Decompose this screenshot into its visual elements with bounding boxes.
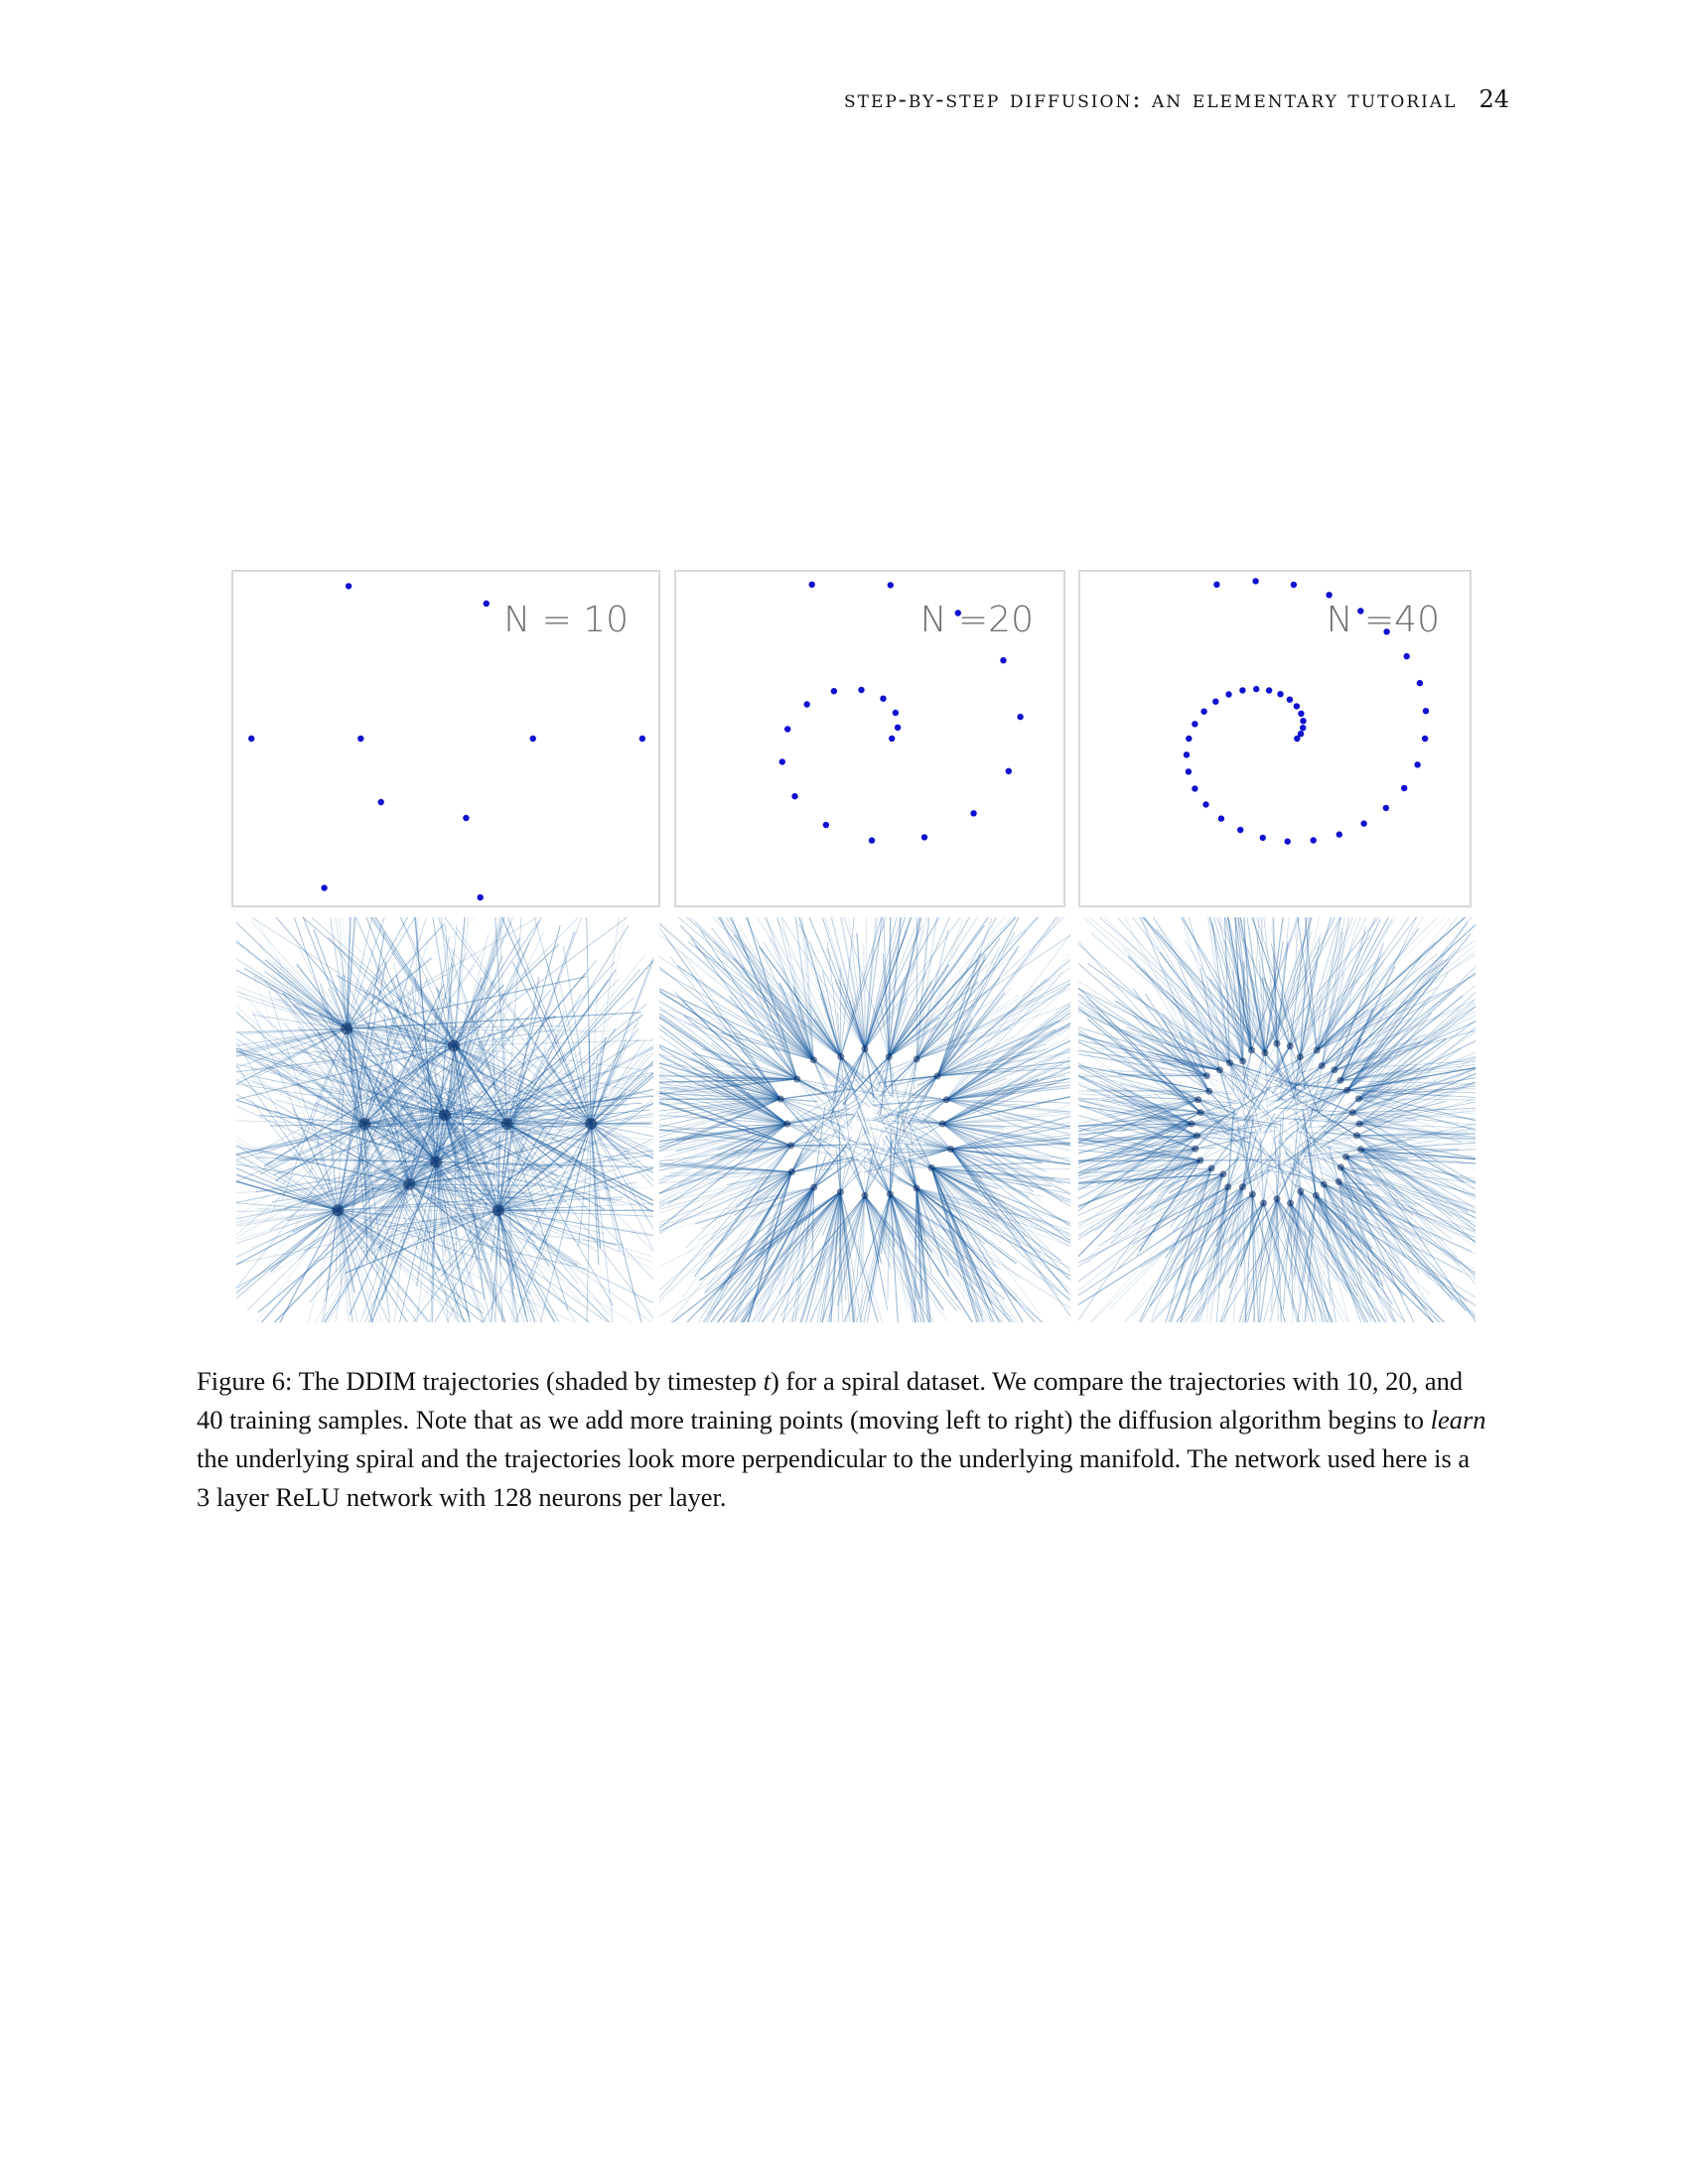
caption-text-2: ) for a spiral dataset. We compare the trajectories with 10, 20, and 40 training samples. Note that as we add more training points (moving left to right) the diffusion algorithm begins to [197, 1366, 1464, 1434]
sample-point [784, 726, 790, 732]
sample-point [1336, 831, 1342, 837]
trajectory-endpoint [1336, 1077, 1343, 1084]
sample-point [1202, 801, 1208, 807]
sample-point [858, 687, 864, 693]
trajectory-endpoint [1197, 1109, 1204, 1116]
sample-point [639, 736, 645, 742]
trajectory-endpoint [1196, 1157, 1203, 1163]
trajectory-endpoint [1194, 1133, 1200, 1140]
trajectory-endpoint [1337, 1163, 1344, 1170]
sample-point [889, 736, 895, 742]
trajectory-endpoint [1287, 1042, 1294, 1049]
sample-point [1237, 827, 1243, 833]
trajectory-plot-n10 [236, 917, 653, 1322]
scatter-panel-n20 [674, 570, 1065, 907]
sample-point [478, 894, 484, 900]
trajectory-endpoint [1353, 1132, 1360, 1139]
trajectory-endpoint [430, 1156, 442, 1167]
sample-point [1300, 718, 1306, 724]
trajectory-endpoint [1188, 1121, 1195, 1128]
sample-point [1186, 768, 1192, 774]
sample-point [779, 758, 785, 764]
sample-point [1239, 687, 1245, 693]
caption-emphasis-learn: learn [1430, 1405, 1486, 1434]
sample-point [888, 582, 894, 588]
sample-point [1422, 736, 1428, 742]
trajectory-endpoint [1319, 1062, 1326, 1069]
trajectory-endpoint [1260, 1200, 1267, 1207]
sample-point [378, 799, 384, 805]
sample-point [1253, 686, 1259, 692]
trajectory-endpoint [1331, 1066, 1337, 1073]
trajectory-endpoint [1219, 1170, 1226, 1177]
panel-label-n40: N =40 [1326, 600, 1440, 640]
trajectory-endpoint [1336, 1178, 1342, 1185]
sample-point [1291, 582, 1297, 588]
trajectory-endpoint [1192, 1146, 1198, 1153]
sample-point [1277, 691, 1283, 697]
sample-point [1300, 725, 1306, 731]
trajectory-endpoint [914, 1055, 920, 1062]
sample-point [1000, 657, 1006, 663]
trajectory-endpoint [777, 1096, 784, 1103]
trajectory-endpoint [1203, 1072, 1210, 1079]
trajectory-endpoint [492, 1204, 504, 1216]
sample-point [895, 725, 901, 731]
trajectory-endpoint [1262, 1049, 1269, 1056]
trajectory-lines [659, 917, 1070, 1322]
trajectory-endpoint [886, 1053, 893, 1060]
trajectory-endpoint [1248, 1046, 1255, 1053]
caption-text-3: the underlying spiral and the trajectories look more perpendicular to the underlying manifold. The network used here is a 3 layer ReLU network with 128 neurons per layer. [197, 1443, 1471, 1512]
sample-point [1423, 708, 1429, 714]
sample-point [970, 810, 976, 816]
sample-point [869, 837, 875, 843]
trajectory-endpoint [341, 1023, 352, 1034]
trajectory-endpoint [439, 1109, 451, 1121]
sample-point [1184, 751, 1190, 757]
trajectory-endpoint [928, 1164, 935, 1171]
trajectory-endpoint [810, 1184, 817, 1191]
sample-point [1186, 736, 1192, 742]
sample-point [1287, 697, 1293, 703]
trajectory-endpoint [1274, 1040, 1281, 1047]
trajectory-endpoint [1357, 1146, 1364, 1153]
trajectory-endpoint [837, 1053, 844, 1060]
trajectory-endpoint [448, 1040, 460, 1052]
trajectory-endpoint [1297, 1053, 1304, 1060]
trajectory-endpoint [1356, 1121, 1363, 1128]
sample-point [1192, 785, 1197, 791]
sample-point [921, 834, 927, 840]
trajectory-endpoint [793, 1076, 800, 1083]
trajectory-endpoint [1239, 1183, 1246, 1190]
figure-6 [228, 562, 1479, 1326]
running-title: step-by-step diffusion: an elementary tutorial [843, 85, 1458, 113]
trajectory-lines [1078, 917, 1476, 1322]
trajectory-endpoint [1205, 1088, 1212, 1095]
panel-label-n10: N = 10 [503, 600, 629, 640]
sample-point [880, 696, 886, 702]
sample-point [321, 885, 327, 890]
sample-point [1311, 837, 1317, 843]
trajectory-lines [236, 917, 653, 1322]
trajectory-endpoint [939, 1121, 946, 1128]
trajectory-endpoint [787, 1142, 794, 1149]
sample-point [463, 815, 469, 821]
sample-point [1192, 721, 1197, 727]
sample-point [1285, 838, 1291, 844]
trajectory-endpoint [403, 1178, 415, 1190]
trajectory-endpoint [1208, 1164, 1215, 1171]
trajectory-plot-n40 [1078, 917, 1476, 1322]
caption-symbol-t: t [763, 1366, 771, 1396]
trajectory-endpoint [1249, 1191, 1256, 1198]
scatter-panel-n40 [1078, 570, 1472, 907]
trajectory-endpoint [914, 1184, 920, 1191]
sample-point [1213, 582, 1219, 588]
sample-point [1360, 820, 1366, 826]
sample-point [1260, 835, 1266, 841]
sample-point [1326, 592, 1332, 598]
trajectory-endpoint [1321, 1181, 1328, 1188]
trajectory-endpoint [1355, 1095, 1362, 1102]
trajectory-endpoint [1224, 1183, 1231, 1190]
sample-point [1414, 761, 1420, 767]
trajectory-endpoint [1274, 1195, 1281, 1202]
trajectory-endpoint [862, 1045, 869, 1052]
trajectory-endpoint [1287, 1200, 1294, 1207]
running-head [844, 85, 1509, 113]
panel-label-n20: N =20 [919, 600, 1034, 640]
sample-point [346, 583, 352, 589]
trajectory-endpoint [1343, 1087, 1350, 1094]
trajectory-endpoint [358, 1118, 370, 1130]
sample-point [1252, 578, 1258, 584]
trajectory-endpoint [943, 1096, 950, 1103]
sample-point [1266, 687, 1272, 693]
sample-point [1200, 709, 1206, 715]
scatter-panel-n10 [231, 570, 660, 907]
page-number: 24 [1478, 85, 1509, 113]
sample-point [1383, 805, 1389, 811]
trajectory-endpoint [332, 1204, 344, 1216]
caption-text-1: Figure 6: The DDIM trajectories (shaded by timestep [197, 1366, 764, 1396]
trajectory-endpoint [1216, 1066, 1223, 1073]
sample-point [1401, 785, 1407, 791]
trajectory-endpoint [934, 1072, 941, 1079]
trajectory-endpoint [1313, 1192, 1320, 1199]
trajectory-plot-n20 [659, 917, 1070, 1322]
trajectory-endpoint [810, 1056, 817, 1063]
sample-point [1225, 691, 1231, 697]
trajectory-endpoint [585, 1118, 597, 1130]
sample-point [1404, 653, 1410, 659]
sample-point [530, 736, 536, 742]
figure-caption [197, 1362, 1487, 1517]
sample-point [357, 736, 363, 742]
sample-point [791, 793, 797, 799]
trajectory-endpoint [783, 1121, 790, 1128]
sample-point [1417, 680, 1423, 686]
trajectory-endpoint [1195, 1096, 1201, 1103]
trajectory-endpoint [1342, 1154, 1349, 1160]
sample-point [1294, 703, 1300, 709]
sample-point [1298, 711, 1304, 717]
sample-point [484, 601, 490, 607]
sample-point [248, 736, 254, 742]
trajectory-endpoint [887, 1190, 894, 1197]
trajectory-endpoint [1349, 1109, 1356, 1116]
trajectory-endpoint [1297, 1188, 1304, 1195]
sample-point [804, 701, 810, 707]
trajectory-endpoint [788, 1168, 795, 1175]
sample-point [1212, 699, 1218, 705]
trajectory-endpoint [1314, 1047, 1321, 1054]
trajectory-endpoint [1226, 1059, 1233, 1066]
trajectory-endpoint [501, 1118, 513, 1130]
trajectory-endpoint [837, 1188, 844, 1195]
sample-point [823, 822, 829, 828]
sample-point [1218, 815, 1224, 821]
sample-point [809, 582, 815, 588]
trajectory-endpoint [1239, 1057, 1246, 1064]
sample-point [831, 688, 837, 694]
sample-point [893, 710, 899, 716]
sample-point [1017, 714, 1023, 720]
trajectory-endpoint [862, 1192, 869, 1199]
sample-point [1006, 768, 1012, 774]
sample-point [1298, 731, 1304, 737]
trajectory-endpoint [947, 1146, 954, 1153]
